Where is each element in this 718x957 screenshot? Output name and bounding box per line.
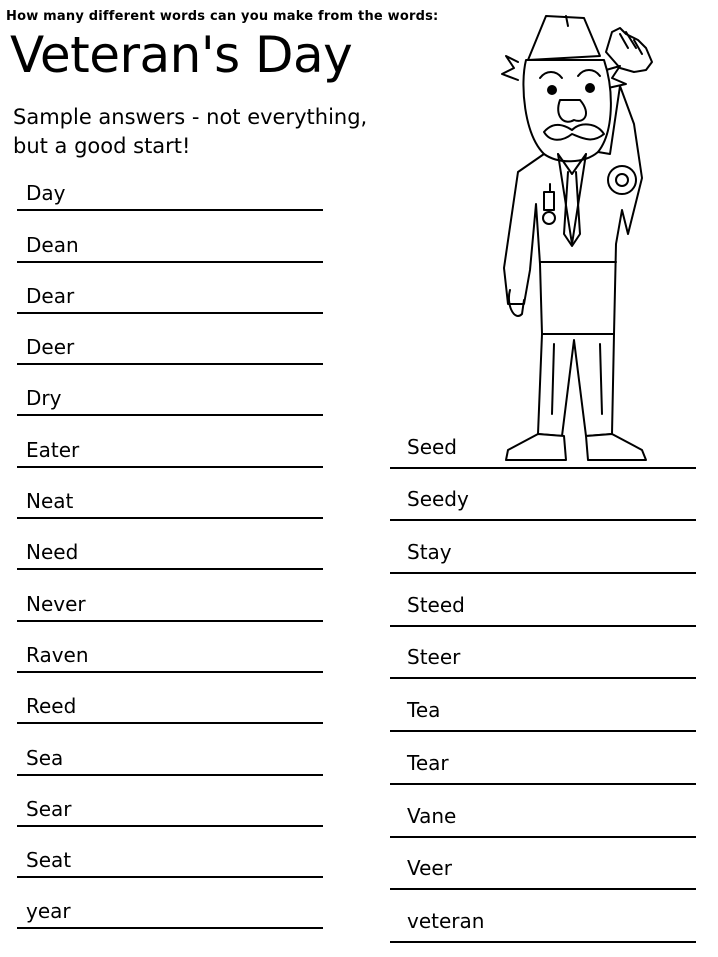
word-row [390,890,696,943]
word-row [390,785,696,838]
word: Deer [26,335,75,360]
word: Day [26,181,66,206]
word-row [390,838,696,891]
word: Never [26,591,86,616]
word-row [390,521,696,574]
word-row [17,468,323,519]
word-row [17,673,323,724]
word-row [17,622,323,673]
word: Neat [26,489,74,514]
page-title: Veteran's Day [10,26,353,84]
word: Dear [26,283,75,308]
word-row [17,314,323,365]
word: Need [26,540,79,565]
saluting-veteran-illustration [488,4,660,464]
word: Seedy [407,487,469,512]
word: Tear [407,750,449,775]
word: Raven [26,642,89,667]
word: Seat [26,848,72,873]
word-row [390,627,696,680]
word-row [17,416,323,467]
word: Eater [26,437,80,462]
word-row [390,732,696,785]
word: Seed [407,434,457,459]
word-row [17,519,323,570]
word: Dry [26,386,62,411]
subtitle-line: Sample answers - not everything, [13,105,368,129]
word-row [17,570,323,621]
word-list-right [390,416,696,943]
word: Stay [407,540,452,565]
word-row [390,574,696,627]
word-row [17,827,323,878]
instruction-text: How many different words can you make from the words: [6,9,439,24]
word-row [390,469,696,522]
word-row [17,211,323,262]
word-row [390,679,696,732]
word-row [17,263,323,314]
word: Tea [407,698,441,723]
word: Steer [407,645,461,670]
word: year [26,899,71,924]
word-row [17,160,323,211]
word-row [17,776,323,827]
word: Sear [26,796,72,821]
word: veteran [407,908,485,933]
word-row [17,878,323,929]
word-list-left [17,160,323,929]
word-row [17,365,323,416]
word: Dean [26,232,79,257]
subtitle [13,103,413,161]
word-row [17,724,323,775]
word: Reed [26,694,77,719]
word: Sea [26,745,64,770]
subtitle-line: but a good start! [13,134,191,158]
word: Vane [407,803,457,828]
word: Veer [407,856,452,881]
word: Steed [407,592,465,617]
